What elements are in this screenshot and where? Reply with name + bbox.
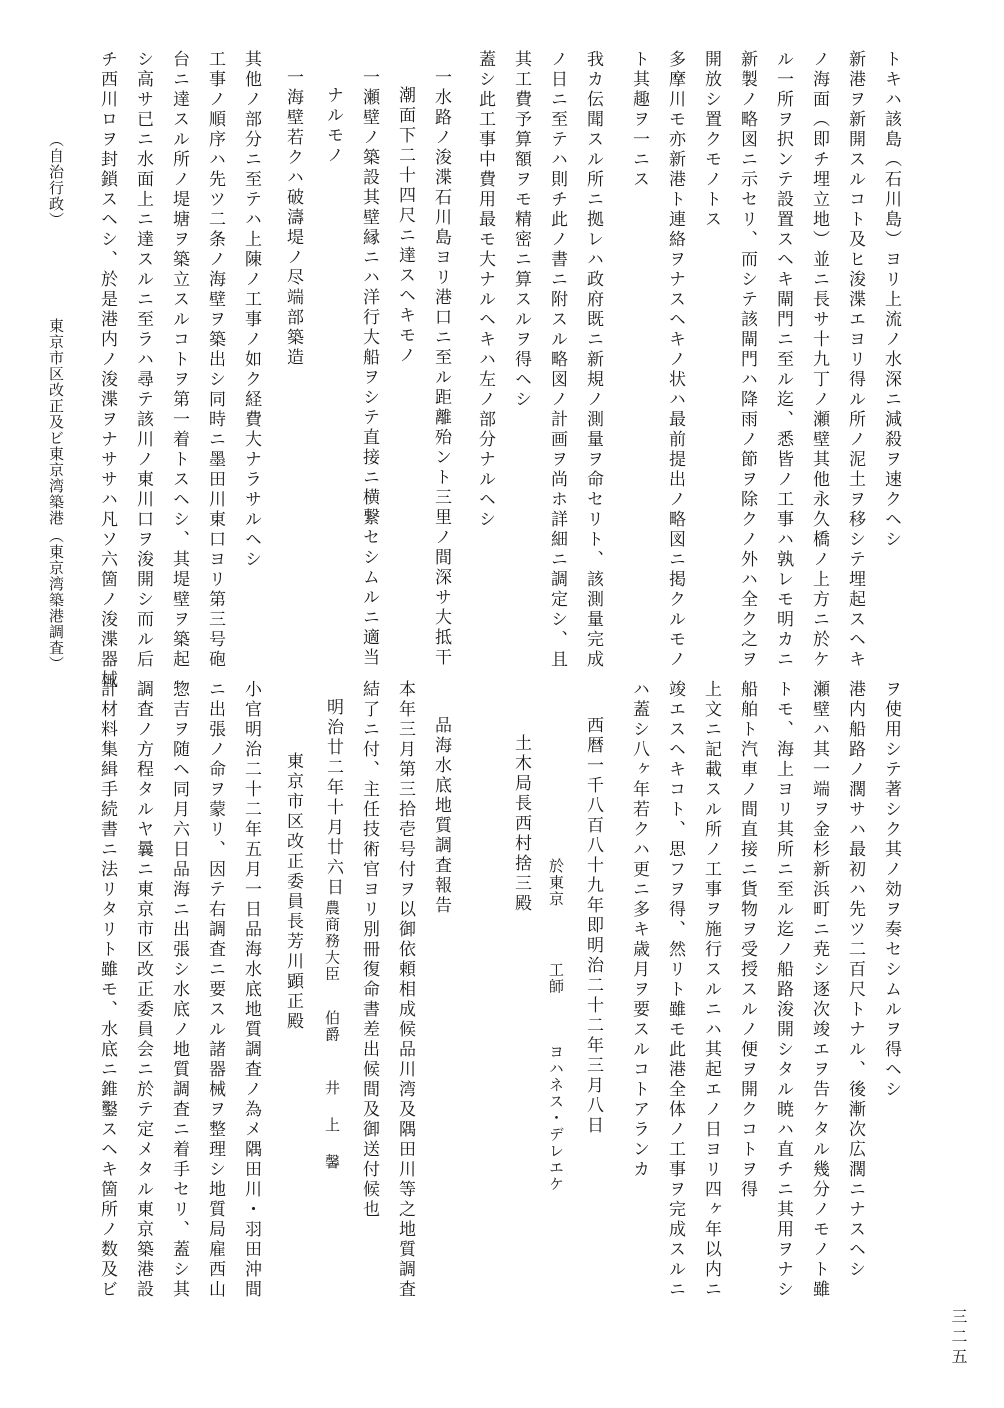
text-line: 船舶ト汽車ノ間直接ニ貨物ヲ受授スルノ便ヲ開クコトヲ得: [737, 680, 757, 1200]
text-line: 工事ノ順序ハ先ツ二条ノ海壁ヲ築出シ同時ニ墨田川東口ヨリ第三号砲: [205, 50, 225, 670]
engineer-name: ヨハネス・デレエケ: [547, 1044, 565, 1193]
text-line: 潮面下二十四尺ニ達スヘキモノ: [395, 86, 415, 366]
text-line: 調査ノ方程タルヤ曩ニ東京市区改正委員会ニ於テ定メタル東京築港設: [133, 680, 153, 1300]
text-line: ニ出張ノ命ヲ蒙リ、因テ右調査ニ要スル諸器械ヲ整理シ地質局雇西山: [205, 680, 225, 1300]
text-line: 竣エスヘキコト、思フヲ得、然リト雖モ此港全体ノ工事ヲ完成スルニ: [665, 680, 685, 1300]
text-line: 台ニ達スル所ノ堤塘ヲ築立スルコトヲ第一着トスヘシ、其堤壁ヲ築起: [169, 50, 189, 670]
date-line: 西暦一千八百八十九年即明治二十二年三月八日: [583, 716, 603, 1136]
text-line: ナルモノ: [323, 86, 343, 166]
place-label: 於東京: [547, 858, 565, 908]
text-line: 蓋シ此工事中費用最モ大ナルヘキハ左ノ部分ナルヘシ: [475, 50, 495, 530]
minister-name: 井上馨: [323, 1080, 341, 1191]
text-line: 一水路ノ浚渫石川島ヨリ港口ニ至ル距離殆ント三里ノ間深サ大抵干: [431, 68, 451, 668]
text-line: 開放シ置クモノトス: [701, 50, 721, 230]
text-line: ハ蓋シ八ヶ年若クハ更ニ多キ歳月ヲ要スルコトアランカ: [629, 680, 649, 1180]
text-line: 上文ニ記載スル所ノ工事ヲ施行スルニハ其起エノ日ヨリ四ヶ年以内ニ: [701, 680, 721, 1300]
text-line: 多摩川モ亦新港ト連絡ヲナスヘキノ状ハ最前提出ノ略図ニ掲クルモノ: [665, 50, 685, 670]
text-line: ト其趣ヲ一ニス: [629, 50, 649, 190]
text-line: 一海壁若クハ破濤堤ノ尽端部築造: [283, 68, 303, 368]
text-line: 港内船路ノ濶サハ最初ハ先ツ二百尺トナル、後漸次広濶ニナスヘシ: [845, 680, 865, 1280]
minister-title: 農商務大臣: [323, 900, 341, 983]
text-line: ヲ使用シテ著シク其ノ効ヲ奏セシムルヲ得ヘシ: [881, 680, 901, 1100]
text-line: 瀬壁ハ其一端ヲ金杉新浜町ニ尭シ逐次竣エヲ告ケタル幾分ノモノト雖: [809, 680, 829, 1300]
text-line: トキハ該島（石川島）ヨリ上流ノ水深ニ減殺ヲ速クヘシ: [881, 50, 901, 550]
report-date: 明治廿二年十月廿六日: [323, 698, 343, 898]
addressee: 東京市区改正委員長芳川顕正殿: [283, 752, 303, 1032]
text-line: ル一所ヲ択ンテ設置スヘキ閘門ニ至ル迄、悉皆ノ工事ハ孰レモ明カニ: [773, 50, 793, 670]
minister-rank: 伯爵: [323, 1010, 341, 1043]
text-line: 新製ノ略図ニ示セリ、而シテ該閘門ハ降雨ノ節ヲ除クノ外ハ全ク之ヲ: [737, 50, 757, 670]
text-line: ノ日ニ至テハ則チ此ノ書ニ附スル略図ノ計画ヲ尚ホ詳細ニ調定シ、且: [547, 50, 567, 670]
text-line: 我カ伝聞スル所ニ拠レハ政府既ニ新規ノ測量ヲ命セリト、該測量完成: [583, 50, 603, 670]
text-line: 新港ヲ新開スルコト及ヒ浚渫エヨリ得ル所ノ泥土ヲ移シテ埋起スヘキ: [845, 50, 865, 670]
text-line: 結了ニ付、主任技術官ヨリ別冊復命書差出候間及御送付候也: [359, 680, 379, 1220]
addressee: 土木局長西村捨三殿: [511, 734, 531, 914]
engineer-title: 工師: [547, 962, 565, 995]
text-line: 計材料集緝手続書ニ法リタリト雖モ、水底ニ錐鑿スヘキ箇所ノ数及ビ: [97, 680, 117, 1300]
text-line: シ高サ已ニ水面上ニ達スルニ至ラハ尋テ該川ノ東川口ヲ浚開シ而ル后: [133, 50, 153, 670]
text-line: 一瀬壁ノ築設其壁縁ニハ洋行大船ヲシテ直接ニ横繋セシムルニ適当: [359, 68, 379, 668]
text-line: 小官明治二十二年五月一日品海水底地質調査ノ為メ隅田川・羽田沖間: [241, 680, 261, 1300]
text-line: 惣吉ヲ随ヘ同月六日品海ニ出張シ水底ノ地質調査ニ着手セリ、蓋シ其: [169, 680, 189, 1300]
text-line: チ西川ロヲ封鎖スヘシ、於是港内ノ浚渫ヲナササハ凡ソ六箇ノ浚渫器械: [97, 50, 117, 690]
section-label: （自治行政）: [47, 132, 65, 228]
text-line: 其他ノ部分ニ至テハ上陳ノ工事ノ如ク経費大ナラサルヘシ: [241, 50, 261, 570]
running-title: 東京市区改正及ビ東京湾築港: [47, 318, 65, 526]
text-line: 其工費予算額ヲモ精密ニ算スルヲ得ヘシ: [511, 50, 531, 410]
text-line: トモ、海上ヨリ其所ニ至ル迄ノ船路浚開シタル暁ハ直チニ其用ヲナシ: [773, 680, 793, 1300]
text-line: 本年三月第三拾壱号付ヲ以御依頼相成候品川湾及隅田川等之地質調査: [395, 680, 415, 1300]
text-line: ノ海面（即チ埋立地）並ニ長サ十九丁ノ瀬壁其他永久橋ノ上方ニ於ケ: [809, 50, 829, 670]
page-number: 三二五: [949, 1308, 968, 1368]
subsection-label: （東京湾築港調査）: [47, 528, 65, 672]
report-title: 品海水底地質調査報告: [431, 716, 451, 916]
